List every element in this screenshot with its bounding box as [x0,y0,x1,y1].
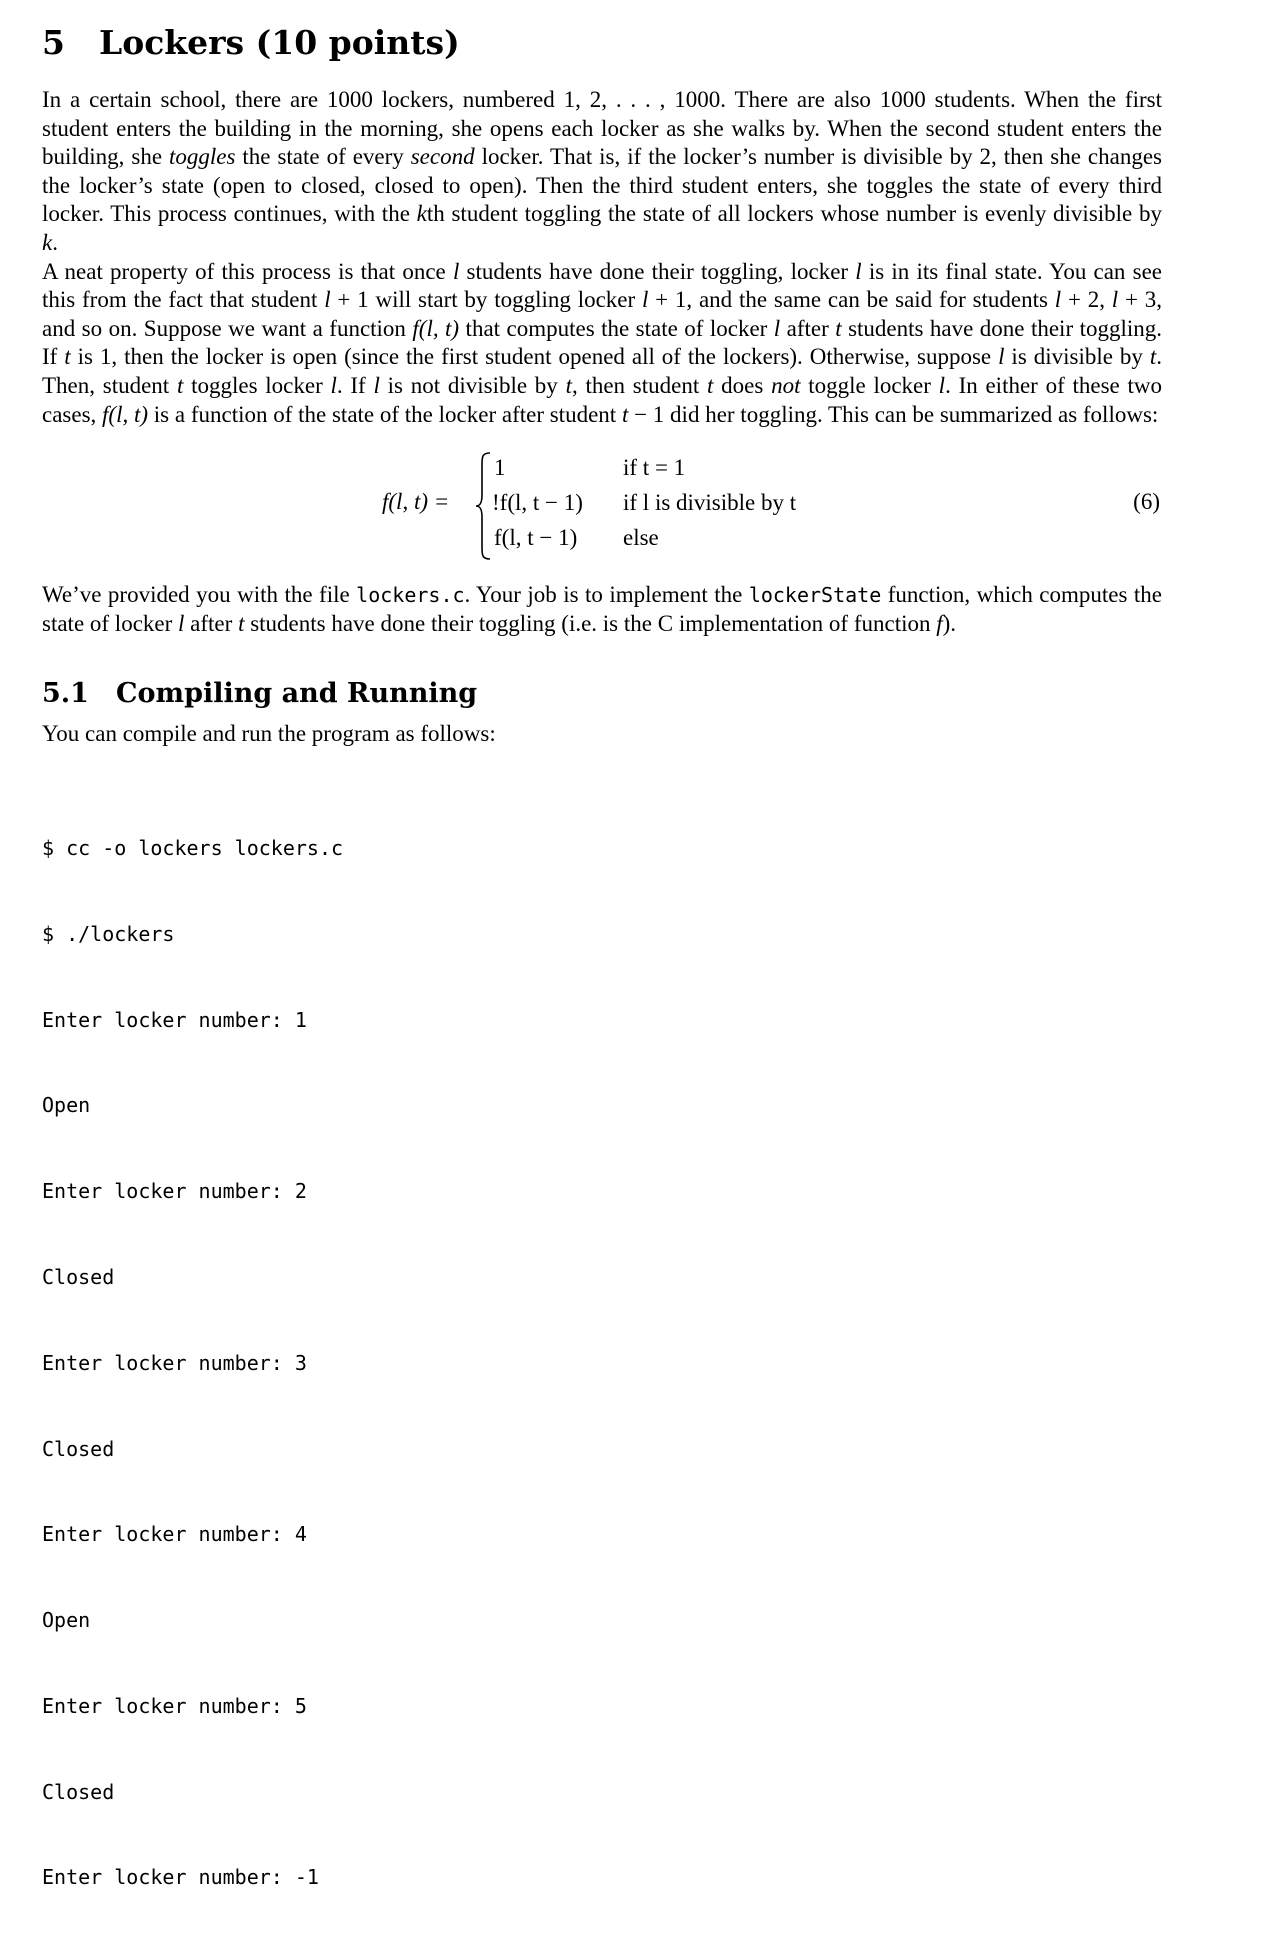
subsection-heading [42,674,1162,714]
math-var: t [238,610,245,636]
math-var: l [998,344,1005,370]
math-var: t [1149,344,1157,370]
text: after [780,315,836,341]
code-filename: lockers.c [356,583,465,608]
text: students have done their toggling. If [42,315,1162,370]
math-var: k [42,229,53,255]
text: function, which computes the state of locker [42,582,1163,636]
emphasis: not [771,372,801,398]
text: . Your job is to implement the [464,582,749,608]
text: students have done their toggling, locker [459,258,856,284]
text: A neat property of this process is that once [42,258,453,284]
text: In a certain school, there are 1000 lockers, numbered 1, 2, . . . , 1000. There are also 1000 students. When the first student enters the building in the morning, she opens each locker as she walks by. When the second student enters the building, she [42,87,1162,170]
terminal-line: $ cc -o lockers lockers.c [42,836,344,861]
text: We’ve provided you with the file [42,582,357,608]
math-var: t [835,315,842,341]
text: is not divisible by [379,372,566,398]
piecewise-equation [42,451,1162,561]
terminal-line: Enter locker number: -1 [42,1865,319,1890]
section-heading [42,18,1162,68]
text: the state of every [235,144,411,170]
text: . If [336,372,374,398]
terminal-line: Closed [42,1436,115,1461]
terminal-line: Enter locker number: 5 [42,1693,307,1718]
emphasis: toggles [169,144,236,170]
case1-value: 1 [494,455,506,481]
case1-condition: if t = 1 [623,455,686,481]
terminal-session [42,777,1162,1949]
math-var: l [373,372,380,398]
document-page [42,18,1162,1949]
text: that computes the state of locker [459,315,774,341]
compile-paragraph: You can compile and run the program as follows: [42,721,496,747]
math-var: t [176,372,184,398]
equation-number: (6) [1133,489,1160,515]
text: + 3, and so on. Suppose we want a function [42,287,1162,341]
subsection-title: Compiling and Running [116,678,478,710]
math-var: t [621,401,629,427]
math-var: t [565,372,572,398]
math-var: l [773,315,781,341]
terminal-line: Enter locker number: 4 [42,1522,307,1547]
subsection-number: 5.1 [42,678,89,710]
intro-paragraph [42,86,1162,258]
math-var: l [641,287,649,313]
text: students have done their toggling (i.e. is the C implementation of function [244,610,937,636]
math-expr: f(l, t) [102,401,149,427]
text: does [713,372,772,398]
task-paragraph [42,581,1162,638]
text: . [52,229,58,255]
text: is in its final state. You can see this from the fact that student [42,258,1162,313]
terminal-line: Open [42,1093,91,1118]
case3-condition: else [623,525,659,551]
text: after [184,610,239,636]
case3-value: f(l, t − 1) [494,525,578,551]
math-var: l [855,258,862,284]
math-var: l [324,287,331,313]
terminal-line: Enter locker number: 3 [42,1350,307,1375]
code-function-name: lockerState [748,583,882,608]
left-brace-icon [474,451,494,561]
text: + 2, [1061,287,1112,313]
math-var: t [64,344,71,370]
text: th student toggling the state of all lockers whose number is evenly divisible by [426,201,1162,227]
text: + 1, and the same can be said for students [648,287,1055,313]
property-paragraph [42,258,1162,430]
text: toggle locker [800,372,939,398]
terminal-line: Closed [42,1265,115,1289]
text: . In either of these two cases, [42,372,1162,427]
terminal-line: Enter locker number: 2 [42,1179,307,1204]
case2-value: !f(l, t − 1) [492,490,583,516]
math-var: l [1111,287,1119,313]
terminal-line: Enter locker number: 1 [42,1007,307,1032]
text: is 1, then the locker is open (since the first student opened all of the lockers). Otherwise, suppose [70,344,999,370]
emphasis: second [410,144,475,170]
text: + 1 will start by toggling locker [330,287,642,313]
text: is a function of the state of the locker after student [148,401,622,427]
math-var: t [707,372,714,398]
text: . Then, student [42,344,1163,398]
terminal-line: Open [42,1608,91,1633]
math-var: k [416,201,427,227]
math-var: l [1054,287,1062,313]
section-number: 5 [42,23,65,62]
terminal-line: $ ./lockers [42,921,175,946]
math-var: l [938,372,946,398]
math-var: l [178,610,185,636]
text: locker. That is, if the locker’s number is divisible by 2, then she changes the locker’s state (open to closed, closed to open). Then the third student enters, she toggles the state of every third locker. This process continues, with the [42,144,1162,227]
equation-lhs: f(l, t) = [382,489,450,515]
text: − 1 did her toggling. This can be summarized as follows: [628,401,1159,427]
math-var: l [452,258,460,284]
terminal-line: Closed [42,1779,115,1804]
math-var: l [330,372,337,398]
text: ). [942,610,957,636]
section-title: Lockers (10 points) [99,23,460,62]
math-var: f [936,610,943,636]
math-expr: f(l, t) [412,315,460,341]
text: is divisible by [1004,344,1150,370]
case2-condition: if l is divisible by t [623,490,797,516]
text: , then student [571,372,707,398]
text: toggles locker [183,372,331,398]
